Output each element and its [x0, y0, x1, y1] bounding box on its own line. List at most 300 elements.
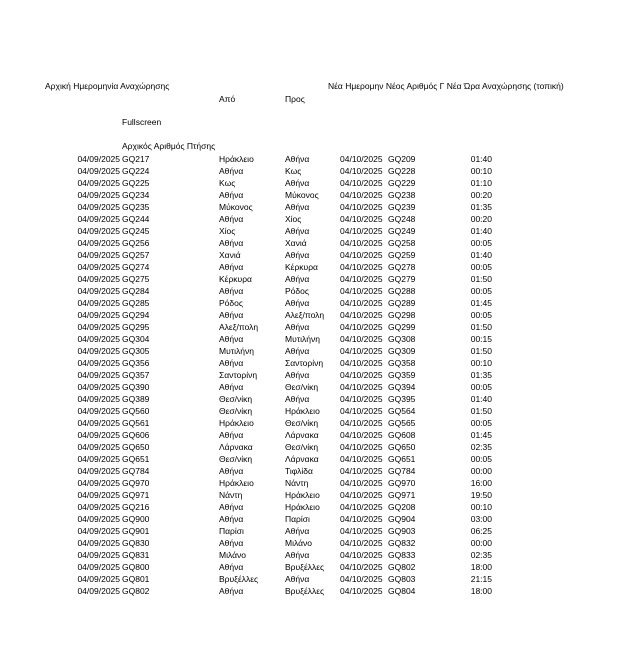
from-cell: Αθήνα	[219, 586, 244, 596]
new-time-cell: 01:45	[470, 430, 492, 440]
table-row	[0, 369, 620, 381]
original-date-cell: 04/09/2025	[77, 286, 120, 296]
new-time-cell: 16:00	[470, 478, 492, 488]
flight-table	[0, 153, 620, 597]
to-cell: Μύκονος	[285, 190, 319, 200]
to-header: Προς	[285, 94, 305, 104]
new-flight-cell: GQ970	[388, 478, 416, 488]
to-cell: Αθήνα	[285, 250, 310, 260]
new-time-cell: 00:20	[470, 214, 492, 224]
table-row	[0, 153, 620, 165]
table-row	[0, 381, 620, 393]
new-date-cell: 04/10/2025	[340, 154, 383, 164]
new-date-cell: 04/10/2025	[340, 190, 383, 200]
original-flight-cell: GQ784	[122, 466, 150, 476]
new-date-cell: 04/10/2025	[340, 586, 383, 596]
original-date-cell: 04/09/2025	[77, 430, 120, 440]
table-row	[0, 225, 620, 237]
from-cell: Βρυξέλλες	[219, 574, 259, 584]
new-flight-cell: GQ249	[388, 226, 416, 236]
original-flight-cell: GQ390	[122, 382, 150, 392]
table-row	[0, 501, 620, 513]
original-date-cell: 04/09/2025	[77, 370, 120, 380]
original-flight-cell: GQ305	[122, 346, 150, 356]
new-time-cell: 00:05	[470, 418, 492, 428]
new-time-cell: 01:50	[470, 322, 492, 332]
new-flight-cell: GQ564	[388, 406, 416, 416]
new-flight-cell: GQ903	[388, 526, 416, 536]
new-time-cell: 01:40	[470, 226, 492, 236]
new-date-cell: 04/10/2025	[340, 238, 383, 248]
new-time-cell: 00:05	[470, 238, 492, 248]
from-header: Από	[219, 94, 236, 104]
original-date-cell: 04/09/2025	[77, 166, 120, 176]
new-time-cell: 02:35	[470, 550, 492, 560]
new-date-cell: 04/10/2025	[340, 286, 383, 296]
original-date-cell: 04/09/2025	[77, 346, 120, 356]
table-row	[0, 429, 620, 441]
new-time-cell: 00:05	[470, 454, 492, 464]
original-flight-cell: GQ285	[122, 298, 150, 308]
original-flight-cell: GQ970	[122, 478, 150, 488]
new-flight-cell: GQ565	[388, 418, 416, 428]
new-flight-cell: GQ238	[388, 190, 416, 200]
original-flight-cell: GQ971	[122, 490, 150, 500]
original-date-cell: 04/09/2025	[77, 466, 120, 476]
new-time-cell: 01:35	[470, 370, 492, 380]
new-time-cell: 01:50	[470, 346, 492, 356]
new-flight-cell: GQ308	[388, 334, 416, 344]
new-flight-cell: GQ651	[388, 454, 416, 464]
original-flight-cell: GQ257	[122, 250, 150, 260]
to-cell: Αλεξ/πολη	[285, 310, 325, 320]
original-date-cell: 04/09/2025	[77, 586, 120, 596]
new-flight-cell: GQ359	[388, 370, 416, 380]
new-time-cell: 01:45	[470, 298, 492, 308]
original-flight-header: Αρχικός Αριθμός Πτήσης	[122, 141, 216, 151]
new-date-cell: 04/10/2025	[340, 514, 383, 524]
original-date-cell: 04/09/2025	[77, 502, 120, 512]
to-cell: Αθήνα	[285, 346, 310, 356]
new-date-cell: 04/10/2025	[340, 406, 383, 416]
from-cell: Θεσ/νίκη	[219, 394, 253, 404]
original-date-cell: 04/09/2025	[77, 562, 120, 572]
from-cell: Κως	[219, 178, 236, 188]
from-cell: Αθήνα	[219, 166, 244, 176]
original-flight-cell: GQ651	[122, 454, 150, 464]
original-date-cell: 04/09/2025	[77, 190, 120, 200]
original-date-cell: 04/09/2025	[77, 214, 120, 224]
table-row	[0, 297, 620, 309]
to-cell: Αθήνα	[285, 370, 310, 380]
table-row	[0, 309, 620, 321]
from-cell: Νάντη	[219, 490, 243, 500]
to-cell: Βρυξέλλες	[285, 586, 325, 596]
from-cell: Αθήνα	[219, 514, 244, 524]
table-row	[0, 513, 620, 525]
to-cell: Παρίσι	[285, 514, 310, 524]
original-date-cell: 04/09/2025	[77, 574, 120, 584]
new-flight-cell: GQ239	[388, 202, 416, 212]
from-cell: Αθήνα	[219, 238, 244, 248]
new-date-cell: 04/10/2025	[340, 346, 383, 356]
new-date-cell: 04/10/2025	[340, 370, 383, 380]
original-flight-cell: GQ275	[122, 274, 150, 284]
original-flight-cell: GQ900	[122, 514, 150, 524]
table-row	[0, 345, 620, 357]
from-cell: Θεσ/νίκη	[219, 406, 253, 416]
to-cell: Ηράκλειο	[285, 490, 320, 500]
new-date-cell: 04/10/2025	[340, 466, 383, 476]
to-cell: Μιλάνο	[285, 538, 312, 548]
original-flight-cell: GQ357	[122, 370, 150, 380]
table-row	[0, 441, 620, 453]
to-cell: Νάντη	[285, 478, 309, 488]
original-flight-cell: GQ606	[122, 430, 150, 440]
to-cell: Θεσ/νίκη	[285, 418, 319, 428]
new-flight-cell: GQ904	[388, 514, 416, 524]
original-date-cell: 04/09/2025	[77, 538, 120, 548]
to-cell: Αθήνα	[285, 274, 310, 284]
to-cell: Αθήνα	[285, 154, 310, 164]
original-flight-cell: GQ650	[122, 442, 150, 452]
original-date-cell: 04/09/2025	[77, 490, 120, 500]
from-cell: Αθήνα	[219, 262, 244, 272]
from-cell: Αθήνα	[219, 286, 244, 296]
new-date-cell: 04/10/2025	[340, 166, 383, 176]
from-cell: Θεσ/νίκη	[219, 454, 253, 464]
table-row	[0, 165, 620, 177]
table-row	[0, 201, 620, 213]
new-time-cell: 06:25	[470, 526, 492, 536]
original-flight-cell: GQ560	[122, 406, 150, 416]
from-cell: Αθήνα	[219, 502, 244, 512]
new-flight-cell: GQ229	[388, 178, 416, 188]
original-date-cell: 04/09/2025	[77, 226, 120, 236]
new-time-cell: 00:10	[470, 502, 492, 512]
original-date-cell: 04/09/2025	[77, 454, 120, 464]
from-cell: Αθήνα	[219, 334, 244, 344]
original-date-cell: 04/09/2025	[77, 154, 120, 164]
new-flight-cell: GQ299	[388, 322, 416, 332]
table-row	[0, 537, 620, 549]
from-cell: Μύκονος	[219, 202, 253, 212]
new-date-cell: 04/10/2025	[340, 490, 383, 500]
new-time-cell: 01:40	[470, 250, 492, 260]
original-flight-cell: GQ245	[122, 226, 150, 236]
table-row	[0, 357, 620, 369]
table-row	[0, 213, 620, 225]
original-flight-cell: GQ217	[122, 154, 150, 164]
to-cell: Αθήνα	[285, 298, 310, 308]
new-time-cell: 21:15	[470, 574, 492, 584]
new-date-cell: 04/10/2025	[340, 382, 383, 392]
new-flight-cell: GQ228	[388, 166, 416, 176]
from-cell: Αθήνα	[219, 562, 244, 572]
original-date-cell: 04/09/2025	[77, 406, 120, 416]
from-cell: Αθήνα	[219, 358, 244, 368]
new-time-cell: 18:00	[470, 562, 492, 572]
original-flight-cell: GQ802	[122, 586, 150, 596]
new-flight-cell: GQ258	[388, 238, 416, 248]
new-date-cell: 04/10/2025	[340, 226, 383, 236]
original-flight-cell: GQ389	[122, 394, 150, 404]
from-cell: Χίος	[219, 226, 236, 236]
from-cell: Ηράκλειο	[219, 478, 254, 488]
to-cell: Χανιά	[285, 238, 307, 248]
to-cell: Ηράκλειο	[285, 502, 320, 512]
to-cell: Μυτιλήνη	[285, 334, 320, 344]
table-row	[0, 417, 620, 429]
table-row	[0, 561, 620, 573]
to-cell: Θεσ/νίκη	[285, 382, 319, 392]
to-cell: Αθήνα	[285, 550, 310, 560]
new-flight-cell: GQ971	[388, 490, 416, 500]
new-flight-cell: GQ309	[388, 346, 416, 356]
new-flight-cell: GQ259	[388, 250, 416, 260]
from-cell: Αθήνα	[219, 214, 244, 224]
new-time-cell: 00:00	[470, 538, 492, 548]
table-row	[0, 333, 620, 345]
original-date-cell: 04/09/2025	[77, 478, 120, 488]
new-date-cell: 04/10/2025	[340, 322, 383, 332]
to-cell: Σαντορίνη	[285, 358, 324, 368]
new-flight-cell: GQ784	[388, 466, 416, 476]
new-date-cell: 04/10/2025	[340, 562, 383, 572]
new-date-cell: 04/10/2025	[340, 526, 383, 536]
to-cell: Βρυξέλλες	[285, 562, 325, 572]
new-flight-cell: GQ395	[388, 394, 416, 404]
new-date-cell: 04/10/2025	[340, 478, 383, 488]
new-flight-cell: GQ394	[388, 382, 416, 392]
new-time-cell: 00:05	[470, 310, 492, 320]
to-cell: Αθήνα	[285, 574, 310, 584]
new-flight-cell: GQ804	[388, 586, 416, 596]
original-date-cell: 04/09/2025	[77, 274, 120, 284]
table-row	[0, 453, 620, 465]
new-time-cell: 00:15	[470, 334, 492, 344]
from-cell: Αθήνα	[219, 190, 244, 200]
new-flight-cell: GQ358	[388, 358, 416, 368]
original-flight-cell: GQ224	[122, 166, 150, 176]
from-cell: Παρίσι	[219, 526, 244, 536]
to-cell: Ρόδος	[285, 286, 309, 296]
table-row	[0, 393, 620, 405]
original-flight-cell: GQ561	[122, 418, 150, 428]
new-time-cell: 01:50	[470, 274, 492, 284]
original-flight-cell: GQ234	[122, 190, 150, 200]
table-row	[0, 549, 620, 561]
from-cell: Αθήνα	[219, 382, 244, 392]
from-cell: Αλεξ/πολη	[219, 322, 259, 332]
new-date-cell: 04/10/2025	[340, 454, 383, 464]
table-row	[0, 465, 620, 477]
to-cell: Κως	[285, 166, 302, 176]
new-time-cell: 01:40	[470, 394, 492, 404]
new-flight-cell: GQ279	[388, 274, 416, 284]
new-time-cell: 01:10	[470, 178, 492, 188]
new-date-cell: 04/10/2025	[340, 358, 383, 368]
new-flight-cell: GQ289	[388, 298, 416, 308]
table-row	[0, 573, 620, 585]
original-date-cell: 04/09/2025	[77, 514, 120, 524]
new-time-cell: 00:20	[470, 190, 492, 200]
new-date-cell: 04/10/2025	[340, 274, 383, 284]
new-flight-cell: GQ278	[388, 262, 416, 272]
new-date-cell: 04/10/2025	[340, 442, 383, 452]
table-row	[0, 261, 620, 273]
original-date-cell: 04/09/2025	[77, 238, 120, 248]
from-cell: Ρόδος	[219, 298, 243, 308]
original-flight-cell: GQ356	[122, 358, 150, 368]
table-row	[0, 285, 620, 297]
from-cell: Κέρκυρα	[219, 274, 252, 284]
new-date-cell: 04/10/2025	[340, 430, 383, 440]
from-cell: Μιλάνο	[219, 550, 246, 560]
original-date-cell: 04/09/2025	[77, 250, 120, 260]
new-time-cell: 01:50	[470, 406, 492, 416]
original-flight-cell: GQ274	[122, 262, 150, 272]
original-date-cell: 04/09/2025	[77, 394, 120, 404]
to-cell: Κέρκυρα	[285, 262, 318, 272]
original-date-cell: 04/09/2025	[77, 334, 120, 344]
from-cell: Χανιά	[219, 250, 241, 260]
new-time-cell: 00:10	[470, 166, 492, 176]
original-flight-cell: GQ295	[122, 322, 150, 332]
new-time-cell: 18:00	[470, 586, 492, 596]
new-date-cell: 04/10/2025	[340, 310, 383, 320]
new-date-cell: 04/10/2025	[340, 214, 383, 224]
original-flight-cell: GQ830	[122, 538, 150, 548]
new-time-cell: 03:00	[470, 514, 492, 524]
new-date-cell: 04/10/2025	[340, 418, 383, 428]
original-date-header: Αρχική Ημερομηνία Αναχώρησης	[45, 81, 170, 91]
new-time-cell: 19:50	[470, 490, 492, 500]
new-time-cell: 01:35	[470, 202, 492, 212]
original-date-cell: 04/09/2025	[77, 298, 120, 308]
new-date-cell: 04/10/2025	[340, 202, 383, 212]
original-date-cell: 04/09/2025	[77, 178, 120, 188]
new-date-cell: 04/10/2025	[340, 250, 383, 260]
original-date-cell: 04/09/2025	[77, 442, 120, 452]
to-cell: Λάρνακα	[285, 454, 319, 464]
from-cell: Μυτιλήνη	[219, 346, 254, 356]
to-cell: Λάρνακα	[285, 430, 319, 440]
table-row	[0, 237, 620, 249]
original-flight-cell: GQ801	[122, 574, 150, 584]
to-cell: Τιφλίδα	[285, 466, 313, 476]
to-cell: Αθήνα	[285, 202, 310, 212]
from-cell: Σαντορίνη	[219, 370, 258, 380]
table-row	[0, 489, 620, 501]
original-date-cell: 04/09/2025	[77, 310, 120, 320]
original-date-cell: 04/09/2025	[77, 202, 120, 212]
table-row	[0, 525, 620, 537]
original-date-cell: 04/09/2025	[77, 322, 120, 332]
new-flight-cell: GQ248	[388, 214, 416, 224]
to-cell: Ηράκλειο	[285, 406, 320, 416]
new-flight-cell: GQ832	[388, 538, 416, 548]
new-columns-header: Νέα Ημερομην Νέος Αριθμός Γ Νέα Ώρα Αναχώρησης (τοπική)	[328, 81, 564, 91]
original-date-cell: 04/09/2025	[77, 526, 120, 536]
table-row	[0, 177, 620, 189]
original-date-cell: 04/09/2025	[77, 550, 120, 560]
to-cell: Αθήνα	[285, 322, 310, 332]
fullscreen-link[interactable]: Fullscreen	[122, 117, 162, 127]
new-date-cell: 04/10/2025	[340, 574, 383, 584]
original-date-cell: 04/09/2025	[77, 358, 120, 368]
new-date-cell: 04/10/2025	[340, 334, 383, 344]
from-cell: Αθήνα	[219, 466, 244, 476]
table-row	[0, 321, 620, 333]
new-flight-cell: GQ802	[388, 562, 416, 572]
new-date-cell: 04/10/2025	[340, 298, 383, 308]
table-row	[0, 585, 620, 597]
original-flight-cell: GQ304	[122, 334, 150, 344]
new-flight-cell: GQ288	[388, 286, 416, 296]
original-flight-cell: GQ294	[122, 310, 150, 320]
new-date-cell: 04/10/2025	[340, 502, 383, 512]
new-time-cell: 01:40	[470, 154, 492, 164]
from-cell: Αθήνα	[219, 430, 244, 440]
from-cell: Ηράκλειο	[219, 154, 254, 164]
to-cell: Αθήνα	[285, 526, 310, 536]
from-cell: Αθήνα	[219, 310, 244, 320]
table-row	[0, 273, 620, 285]
new-date-cell: 04/10/2025	[340, 538, 383, 548]
new-flight-cell: GQ833	[388, 550, 416, 560]
table-row	[0, 477, 620, 489]
new-time-cell: 00:05	[470, 262, 492, 272]
original-flight-cell: GQ244	[122, 214, 150, 224]
original-flight-cell: GQ800	[122, 562, 150, 572]
from-cell: Αθήνα	[219, 538, 244, 548]
from-cell: Ηράκλειο	[219, 418, 254, 428]
to-cell: Θεσ/νίκη	[285, 442, 319, 452]
table-row	[0, 405, 620, 417]
original-date-cell: 04/09/2025	[77, 382, 120, 392]
new-flight-cell: GQ803	[388, 574, 416, 584]
new-time-cell: 00:00	[470, 466, 492, 476]
from-cell: Λάρνακα	[219, 442, 253, 452]
new-time-cell: 00:05	[470, 286, 492, 296]
new-date-cell: 04/10/2025	[340, 394, 383, 404]
new-flight-cell: GQ209	[388, 154, 416, 164]
to-cell: Χίος	[285, 214, 302, 224]
original-flight-cell: GQ284	[122, 286, 150, 296]
new-date-cell: 04/10/2025	[340, 550, 383, 560]
original-flight-cell: GQ901	[122, 526, 150, 536]
to-cell: Αθήνα	[285, 394, 310, 404]
to-cell: Αθήνα	[285, 178, 310, 188]
new-time-cell: 00:10	[470, 358, 492, 368]
table-row	[0, 249, 620, 261]
new-time-cell: 00:05	[470, 382, 492, 392]
original-flight-cell: GQ831	[122, 550, 150, 560]
new-date-cell: 04/10/2025	[340, 178, 383, 188]
new-flight-cell: GQ608	[388, 430, 416, 440]
new-time-cell: 02:35	[470, 442, 492, 452]
original-flight-cell: GQ235	[122, 202, 150, 212]
new-date-cell: 04/10/2025	[340, 262, 383, 272]
original-flight-cell: GQ216	[122, 502, 150, 512]
original-flight-cell: GQ256	[122, 238, 150, 248]
original-date-cell: 04/09/2025	[77, 262, 120, 272]
new-flight-cell: GQ208	[388, 502, 416, 512]
to-cell: Αθήνα	[285, 226, 310, 236]
original-date-cell: 04/09/2025	[77, 418, 120, 428]
original-flight-cell: GQ225	[122, 178, 150, 188]
